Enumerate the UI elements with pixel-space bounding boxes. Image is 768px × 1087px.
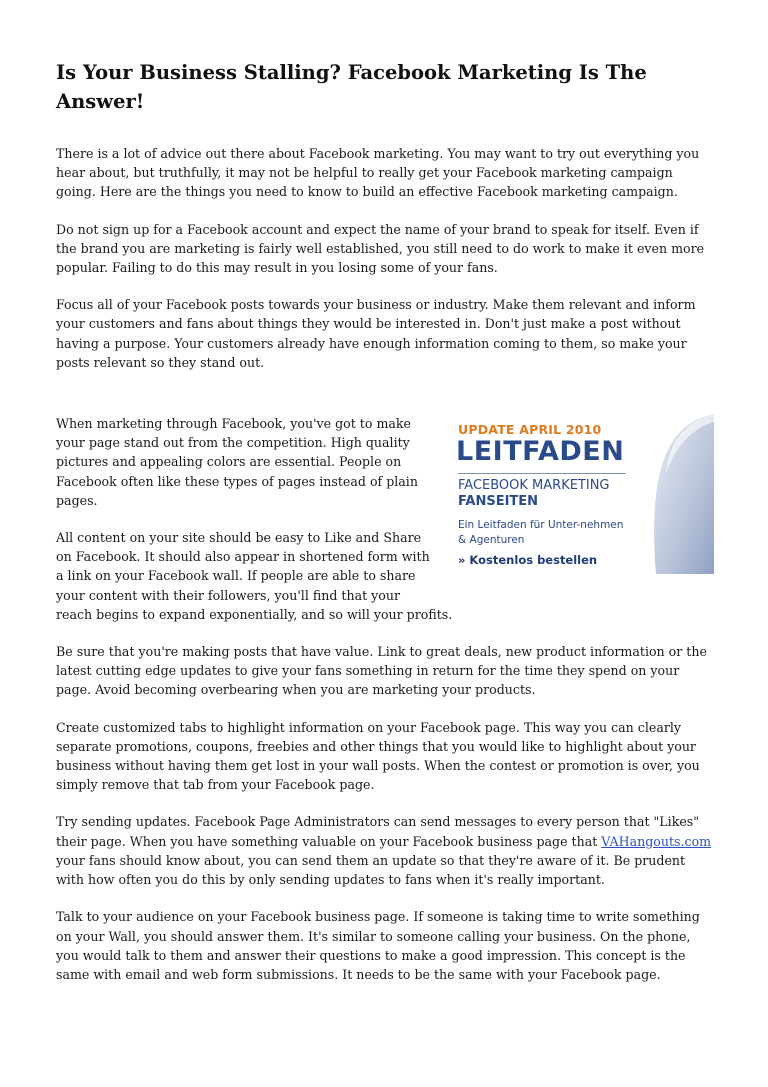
paragraph-2: Do not sign up for a Facebook account and expect the name of your brand to speak for itself. Even if the brand you are marketing is fairly well established, you still need to do work to make it even more popular. Failing to do this may result in you losing some of your fans. [56,221,705,276]
ad-update-label: UPDATE APRIL 2010 [458,422,602,438]
paragraph-6: Be sure that you're making posts that have value. Link to great deals, new product information or the latest cutting edge updates to give your fans something in return for the time they spend on your page. Avoid becoming overbearing when you are marketing your products. [56,644,707,698]
ad-cta-link[interactable]: » Kostenlos bestellen [458,553,598,568]
paragraph-7: Create customized tabs to highlight information on your Facebook page. This way you can clearly separate promotions, coupons, freebies and other things that you would like to highlight about your business without having them get lost in your wall posts. When the contest or promotion is over, you simply remove that tab from your Facebook page. [56,719,700,793]
paragraph-3: Focus all of your Facebook posts towards your business or industry. Make them relevant and inform your customers and fans about things they would be interested in. Don't just make a post without having a purpose. Your customers already have enough information coming to them, so make your posts relevant so they stand out. [56,297,696,370]
paragraph-9: Talk to your audience on your Facebook business page. If someone is taking time to write something on your Wall, you should answer them. It's similar to someone calling your business. On the phone, you would talk to them and answer their questions to make a good impression. This concept is the same with email and web form submissions. It needs to be the same with your Facebook page. [56,909,700,982]
spacer [56,390,716,414]
paragraph-8-start: Try sending updates. Facebook Page Administrators can send messages to every person that "Likes" their page. When you have something valuable on your Facebook business page that [56,814,700,849]
ad-subtitle-bold: FANSEITEN [458,494,539,510]
paragraph-8 [56,812,716,889]
ad-description: Ein Leitfaden für Unter-nehmen & Agenturen [458,519,624,547]
paragraph-5: All content on your site should be easy to Like and Share on Facebook. It should also appear in shortened form with a link on your Facebook wall. If people are able to share your content with their followers, you'll find that your reach begins to expand exponentially, and so will your profits. [56,530,453,622]
paragraph-1: There is a lot of advice out there about Facebook marketing. You may want to try out everything you hear about, but truthfully, it may not be helpful to really get your Facebook marketing campaign going. Here are the things you need to know to build an effective Facebook marketing campaign. [56,146,700,200]
vahangouts-link[interactable]: VAHangouts.com [601,833,712,849]
ad-divider [458,473,626,474]
paragraph-8-end: your fans should know about, you can send them an update so that they're aware of it. Be prudent with how often you do this by only sending updates to fans when it's really important. [56,852,686,888]
leitfaden-ad-banner[interactable] [440,414,716,596]
document-page [56,58,716,1002]
ad-headline: LEITFADEN [456,436,625,468]
page-title: Is Your Business Stalling? Facebook Marketing Is The Answer! [56,61,647,113]
ad-subtitle: FACEBOOK MARKETING [458,478,610,494]
paragraph-4: When marketing through Facebook, you've got to make your page stand out from the competition. High quality pictures and appealing colors are essential. People on Facebook often like these types of pages instead of plain pages. [56,416,418,508]
swoosh-graphic [616,414,716,574]
